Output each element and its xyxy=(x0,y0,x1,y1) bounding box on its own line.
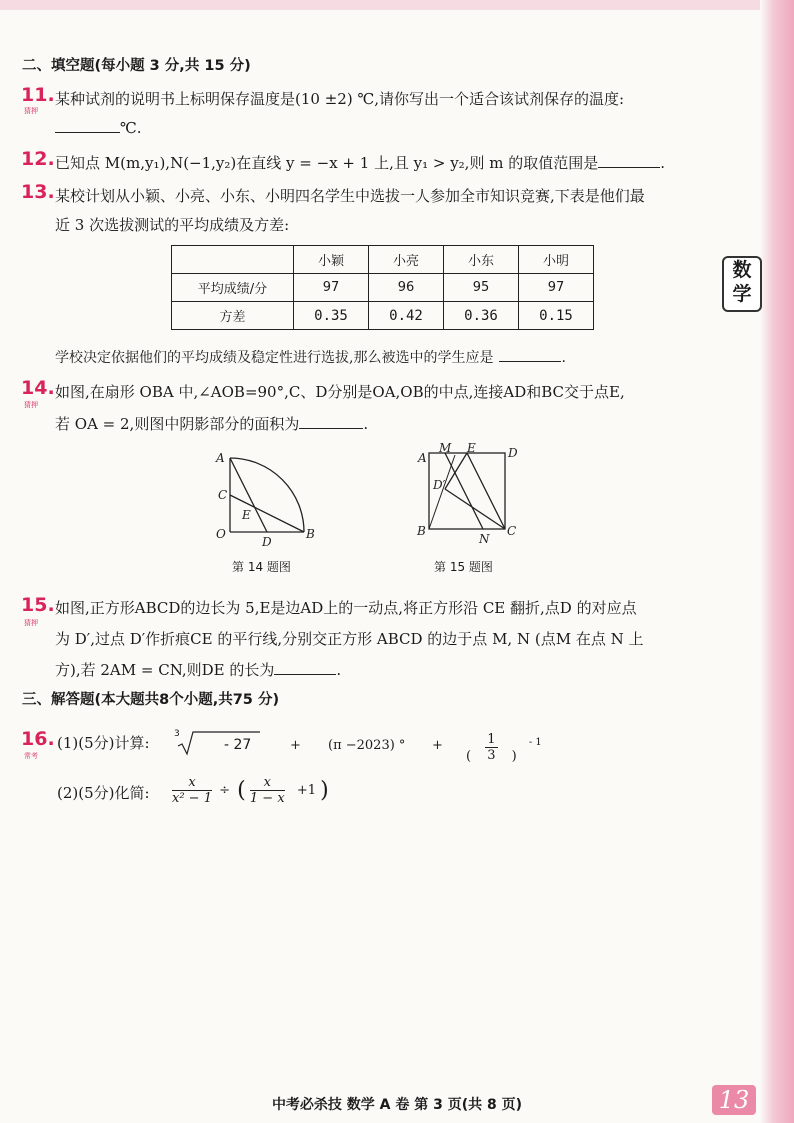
subject-tab xyxy=(722,256,762,312)
table-cell: 97 xyxy=(294,274,369,302)
point-label: D xyxy=(262,535,272,549)
question-line: 方),若 2AM = CN,则DE 的长为 . xyxy=(55,661,342,679)
question-text: 某种试剂的说明书上标明保存温度是(10 ±2) ℃,请你写出一个适合该试剂保存的温度: xyxy=(55,90,625,108)
section-title: 二、填空题(每小题 3 分,共 15 分) xyxy=(22,58,251,74)
answer-blank[interactable] xyxy=(499,347,561,362)
point-label: C xyxy=(507,524,517,538)
table-header-row xyxy=(172,246,594,274)
point-label: M xyxy=(439,443,452,455)
root-index: 3 xyxy=(174,729,180,739)
figure-caption: 第 14 题图 xyxy=(232,560,291,574)
table-row xyxy=(172,302,594,330)
segment-cdp xyxy=(445,489,505,529)
question-text: 已知点 M(m,y₁),N(−1,y₂)在直线 y = −x + 1 上,且 y₁ > y₂,则 m 的取值范围是 xyxy=(55,154,599,172)
question-number: 13. xyxy=(21,181,55,203)
table-cell: 95 xyxy=(444,274,519,302)
point-label: O xyxy=(216,527,226,541)
table-cell: 平均成绩/分 xyxy=(172,274,294,302)
reciprocal-term: ( $\frac{1}{3}$ ) $^{- 1}$ xyxy=(466,732,542,764)
point-label: D xyxy=(508,446,518,460)
divide-sign: ÷ xyxy=(219,783,231,798)
subject-char: 数 xyxy=(732,259,752,281)
plus-one: +1 xyxy=(296,783,316,798)
figure-15 xyxy=(415,443,525,547)
table-cell: 方差 xyxy=(172,302,294,330)
radicand: - 27 xyxy=(224,737,252,753)
segment-mn xyxy=(445,453,483,529)
question-tag: 猜押 xyxy=(24,401,38,409)
plus-sign: + xyxy=(432,738,443,753)
table-cell: 97 xyxy=(519,274,594,302)
page-number-badge: 13 xyxy=(712,1085,756,1115)
part-label: (2)(5分)化简: xyxy=(57,784,150,802)
score-table xyxy=(171,245,594,330)
denominator: 1 − x xyxy=(249,791,285,806)
table-header-cell: 小亮 xyxy=(369,246,444,274)
point-label: A xyxy=(216,451,225,465)
denominator: x² − 1 xyxy=(172,791,212,806)
question-number: 14. xyxy=(21,377,55,399)
fraction xyxy=(250,775,285,806)
table-header-cell: 小东 xyxy=(444,246,519,274)
point-label: C xyxy=(218,488,228,502)
point-label: B xyxy=(306,527,315,541)
question-number: 15. xyxy=(21,594,55,616)
table-cell: 0.35 xyxy=(294,302,369,330)
segment-b-diag xyxy=(429,455,455,529)
table-cell: 0.15 xyxy=(519,302,594,330)
table-cell: 0.42 xyxy=(369,302,444,330)
question-text: 为 D′,过点 D′作折痕CE 的平行线,分别交正方形 ABCD 的边于点 M, N (点M 在点 N 上 xyxy=(55,630,644,648)
answer-blank[interactable] xyxy=(299,414,363,429)
question-number: 11. xyxy=(21,84,55,106)
numerator: x xyxy=(172,775,212,791)
section-title: 三、解答题(本大题共8个小题,共75 分) xyxy=(22,692,280,708)
question-text: 如图,正方形ABCD的边长为 5,E是边AD上的一动点,将正方形沿 CE 翻折,点D 的对应点 xyxy=(55,599,637,617)
point-label: E xyxy=(467,443,476,455)
figure-14 xyxy=(212,448,322,550)
table-row xyxy=(172,274,594,302)
table-cell: 96 xyxy=(369,274,444,302)
point-label: B xyxy=(417,524,426,538)
question-number: 12. xyxy=(21,148,55,170)
numerator: x xyxy=(250,775,285,791)
question-tag: 猜押 xyxy=(24,619,38,627)
crease-ce xyxy=(467,453,505,529)
answer-blank[interactable] xyxy=(598,153,660,168)
question-tag: 猜押 xyxy=(24,107,38,115)
table-header-cell xyxy=(172,246,294,274)
point-label: A xyxy=(418,451,427,465)
page-footer: 中考必杀技 数学 A 卷 第 3 页(共 8 页) xyxy=(271,1097,523,1113)
point-label: E xyxy=(242,508,251,522)
fraction xyxy=(172,775,212,806)
question-text: 方),若 2AM = CN,则DE 的长为 xyxy=(55,661,275,679)
denominator: 3 xyxy=(487,748,496,763)
exponent: - 1 xyxy=(528,737,542,748)
numerator: 1 xyxy=(487,732,496,747)
question-text: 某校计划从小颖、小亮、小东、小明四名学生中选拔一人参加全市知识竞赛,下表是他们最 xyxy=(55,187,645,205)
point-label: D′ xyxy=(433,478,446,492)
point-label: N xyxy=(479,532,490,546)
question-text: 若 OA = 2,则图中阴影部分的面积为 xyxy=(55,415,300,433)
table-header-cell: 小颖 xyxy=(294,246,369,274)
answer-blank[interactable] xyxy=(55,118,120,133)
page-edge-tint xyxy=(760,0,794,1123)
question-number: 16. xyxy=(21,728,55,750)
question-text: 学校决定依据他们的平均成绩及稳定性进行选拔,那么被选中的学生应是 xyxy=(55,350,494,366)
subject-char: 学 xyxy=(732,283,752,305)
question-tag: 常考 xyxy=(24,752,38,760)
fraction xyxy=(485,732,497,763)
answer-line xyxy=(55,118,142,137)
part-label: (1)(5分)计算: xyxy=(57,734,150,752)
unit-label: ℃. xyxy=(120,119,142,137)
zero-power-term: (π −2023) ° xyxy=(328,738,406,753)
plus-sign: + xyxy=(290,738,301,753)
table-header-cell: 小明 xyxy=(519,246,594,274)
question-text: 近 3 次选拔测试的平均成绩及方差: xyxy=(55,216,290,234)
question-line: 已知点 M(m,y₁),N(−1,y₂)在直线 y = −x + 1 上,且 y₁ > y₂,则 m 的取值范围是 . xyxy=(55,154,665,172)
answer-blank[interactable] xyxy=(274,660,336,675)
figure-caption: 第 15 题图 xyxy=(434,560,493,574)
question-line: 学校决定依据他们的平均成绩及稳定性进行选拔,那么被选中的学生应是 . xyxy=(55,347,566,367)
top-edge xyxy=(0,0,794,10)
question-line: 若 OA = 2,则图中阴影部分的面积为 . xyxy=(55,415,369,433)
table-cell: 0.36 xyxy=(444,302,519,330)
simplify-expression: $\frac{x}{\text{x² − 1}}$ ÷ ( $\frac{x}{1 - x}$ +1 ) xyxy=(172,775,329,806)
question-text: 如图,在扇形 OBA 中,∠AOB=90°,C、D分别是OA,OB的中点,连接AD和BC交于点E, xyxy=(55,383,625,401)
